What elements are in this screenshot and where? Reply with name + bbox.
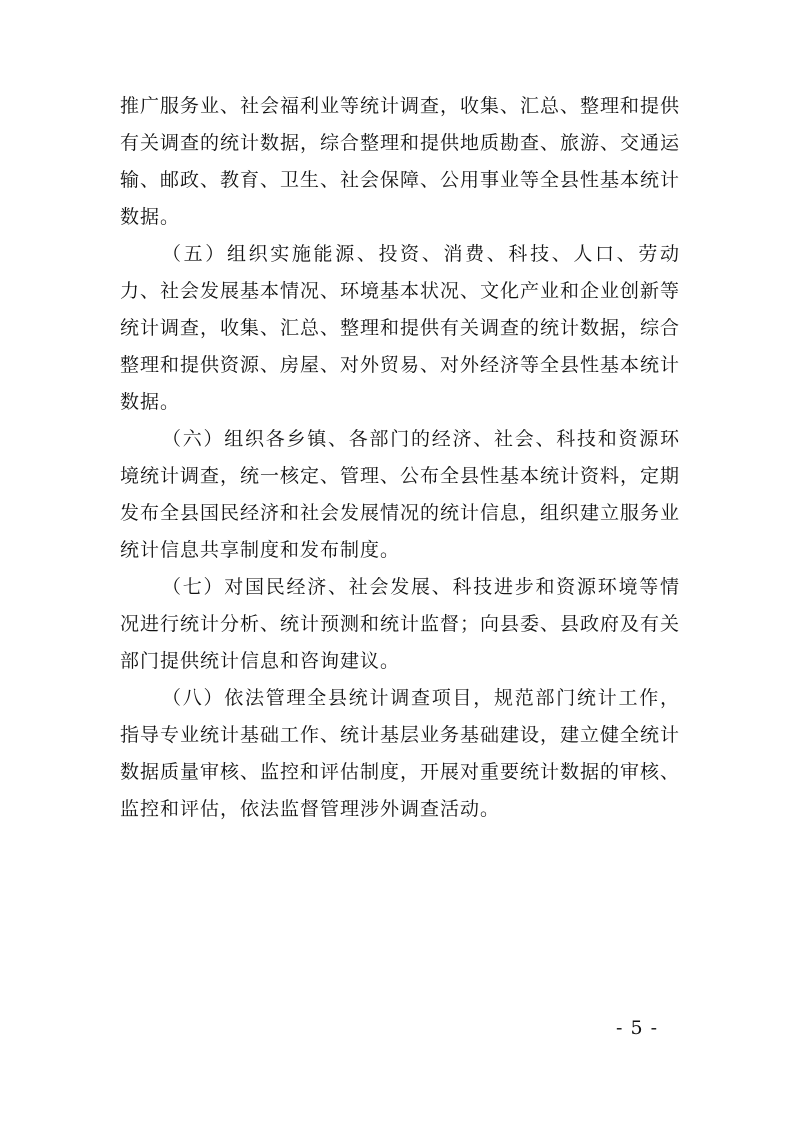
paragraph-item-7: （七）对国民经济、社会发展、科技进步和资源环境等情况进行统计分析、统计预测和统计监督；向县委、县政府及有关部门提供统计信息和咨询建议。: [120, 576, 681, 672]
page-number: - 5 -: [616, 1017, 659, 1039]
paragraph-continuation: 推广服务业、社会福利业等统计调查，收集、汇总、整理和提供有关调查的统计数据，综合整理和提供地质勘查、旅游、交通运输、邮政、教育、卫生、社会保障、公用事业等全县性基本统计数据。: [120, 95, 681, 228]
document-body: [120, 88, 680, 828]
paragraph-item-6: （六）组织各乡镇、各部门的经济、社会、科技和资源环境统计调查，统一核定、管理、公布全县性基本统计资料，定期发布全县国民经济和社会发展情况的统计信息，组织建立服务业统计信息共享制度和发布制度。: [120, 428, 681, 561]
paragraph-item-8: （八）依法管理全县统计调查项目，规范部门统计工作，指导专业统计基础工作、统计基层业务基础建设，建立健全统计数据质量审核、监控和评估制度，开展对重要统计数据的审核、监控和评估，依法监督管理涉外调查活动。: [120, 687, 681, 820]
paragraph-item-5: （五）组织实施能源、投资、消费、科技、人口、劳动力、社会发展基本情况、环境基本状况、文化产业和企业创新等统计调查，收集、汇总、整理和提供有关调查的统计数据，综合整理和提供资源、房屋、对外贸易、对外经济等全县性基本统计数据。: [120, 243, 681, 413]
